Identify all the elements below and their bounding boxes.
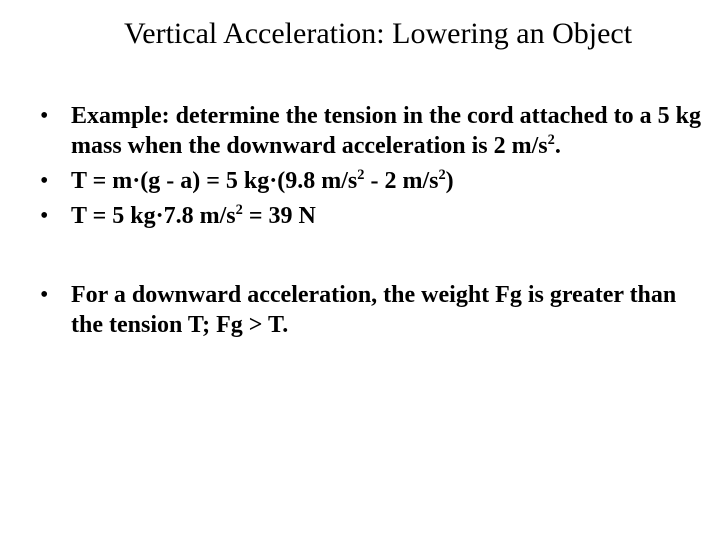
bullet-text (71, 201, 710, 231)
superscript: 2 (235, 202, 243, 218)
text-run: Example: determine the tension in the cord attached to a 5 kg mass when the downward acceleration is 2 m/s (71, 103, 701, 159)
text-run: T = 5 kg·7.8 m/s (71, 203, 236, 229)
bullet-dot: • (40, 282, 49, 308)
bullet-dot: • (40, 103, 49, 129)
bullet-item-equation (40, 166, 710, 196)
bullet-item-conclusion (40, 280, 710, 340)
bullet-text: For a downward acceleration, the weight Fg is greater than the tension T; Fg > T. (71, 282, 677, 338)
bullet-dot: • (40, 168, 49, 194)
text-run: ) (445, 168, 454, 194)
text-run: - 2 m/s (364, 168, 439, 194)
superscript: 2 (547, 132, 555, 148)
bullet-text (71, 166, 710, 196)
text-run: . (554, 133, 561, 159)
spacer (40, 236, 710, 280)
bullet-item-result (40, 201, 710, 231)
bullet-list (40, 101, 710, 345)
text-run: = 39 N (242, 203, 316, 229)
bullet-text (71, 101, 710, 161)
slide-title: Vertical Acceleration: Lowering an Object (123, 17, 633, 50)
text-run: T = m·(g - a) = 5 kg·(9.8 m/s (71, 168, 358, 194)
superscript: 2 (357, 167, 365, 183)
bullet-item-example (40, 101, 710, 161)
bullet-dot: • (40, 203, 49, 229)
superscript: 2 (438, 167, 446, 183)
